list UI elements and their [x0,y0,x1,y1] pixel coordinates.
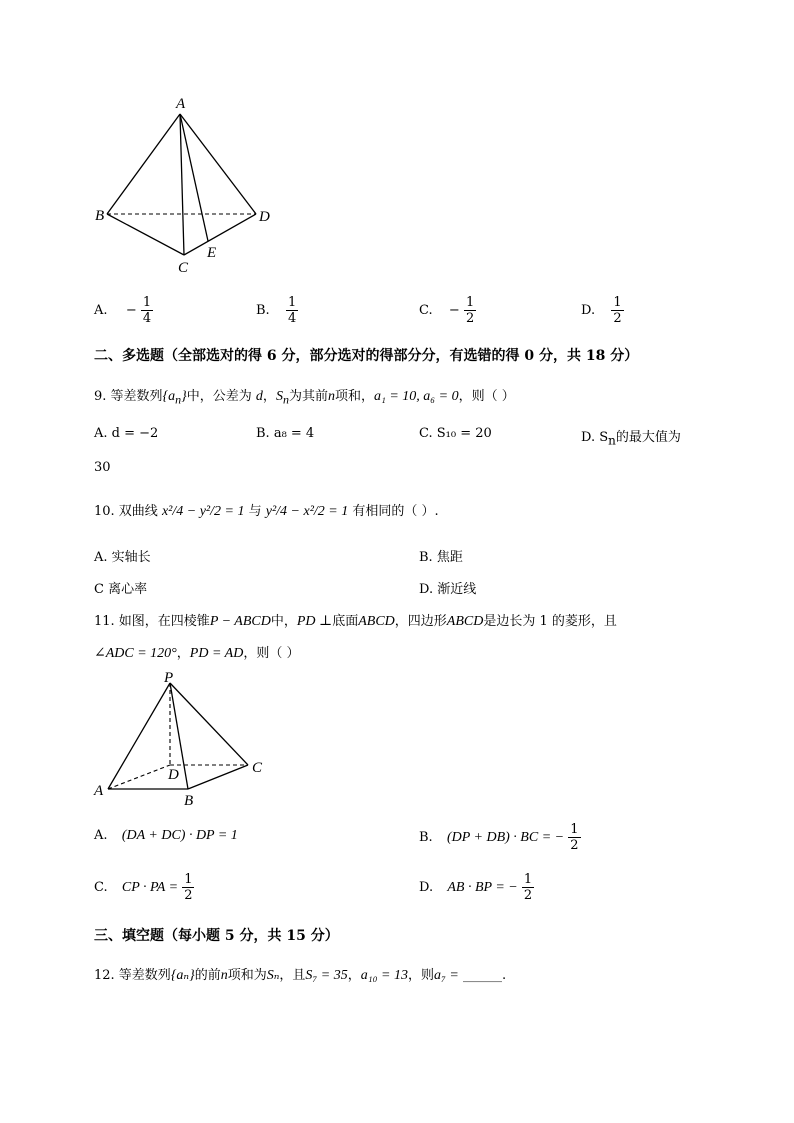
q10-option-a[interactable]: A. 实轴长 [94,550,151,565]
label-P: P [164,670,174,686]
label-D: D [259,209,270,225]
q10-option-d[interactable]: D. 渐近线 [419,582,477,597]
q9-option-b[interactable]: B. a₈ = 4 [256,426,315,441]
hyperbola-1: x²/4 − y²/2 = 1 [161,504,245,519]
label-A: A [94,783,104,799]
label-A: A [176,96,186,112]
q11-stem-line1: 11. 如图，在四棱锥P − ABCD中，PD ⊥底面ABCD，四边形ABCD是边长为 1 的菱形，且 [94,614,617,629]
q10-option-b[interactable]: B. 焦距 [419,550,463,565]
q10-option-c[interactable]: C 离心率 [94,582,148,597]
q9-option-d[interactable]: D. $S_n$的最大值为 [581,430,681,448]
label-D: D [168,767,179,783]
q8-option-c[interactable]: C. − $\frac{1}{2}$ [419,295,475,326]
hyperbola-2: y²/4 − x²/2 = 1 [265,504,349,519]
q9-stem: 9. 等差数列$\{a_n\}$中，公差为 d，$S_n$为其前n项和，a₁ = 10, a₆ = 0，则（ ） [94,389,515,407]
label-B: B [184,793,194,809]
tetrahedron-figure [90,92,290,277]
q8-option-b[interactable]: B. $\frac{1}{4}$ [256,295,297,326]
q11-option-b[interactable]: B. (DP + DB) · BC = − $\frac{1}{2}$ [419,822,579,853]
q9-option-d-continued: 30 [94,460,111,475]
q10-stem: 10. 双曲线 x²/4 − y²/2 = 1 与 y²/4 − x²/2 = 1 有相同的（ ）. [94,504,439,519]
q12-stem: 12. 等差数列{aₙ}的前n项和为Sₙ，且S₇ = 35，a₁₀ = 13，则a₇ = ______. [94,968,507,983]
label-C: C [178,260,189,276]
q9-option-c[interactable]: C. S₁₀ = 20 [419,426,492,441]
q11-stem-line2: ∠ADC = 120°，PD = AD，则（ ） [94,646,300,661]
label-B: B [95,208,105,224]
q8-option-d[interactable]: D. $\frac{1}{2}$ [581,295,622,326]
section-heading-fill-in: 三、填空题（每小题 5 分，共 15 分） [94,928,339,944]
q8-option-a[interactable]: A. − $\frac{1}{4}$ [94,295,152,326]
pyramid-figure [90,668,280,810]
label-C: C [252,760,263,776]
answer-blank[interactable]: ______ [462,968,502,983]
q11-option-c[interactable]: C. CP · PA = $\frac{1}{2}$ [94,872,193,903]
q11-option-a[interactable]: A. (DA + DC) · DP = 1 [94,828,238,843]
q9-option-a[interactable]: A. d = −2 [94,426,159,441]
section-heading-multiple-choice: 二、多选题（全部选对的得 6 分，部分选对的得部分分，有选错的得 0 分，共 18 分） [94,348,639,364]
q11-option-d[interactable]: D. AB · BP = − $\frac{1}{2}$ [419,872,533,903]
label-E: E [207,245,217,261]
